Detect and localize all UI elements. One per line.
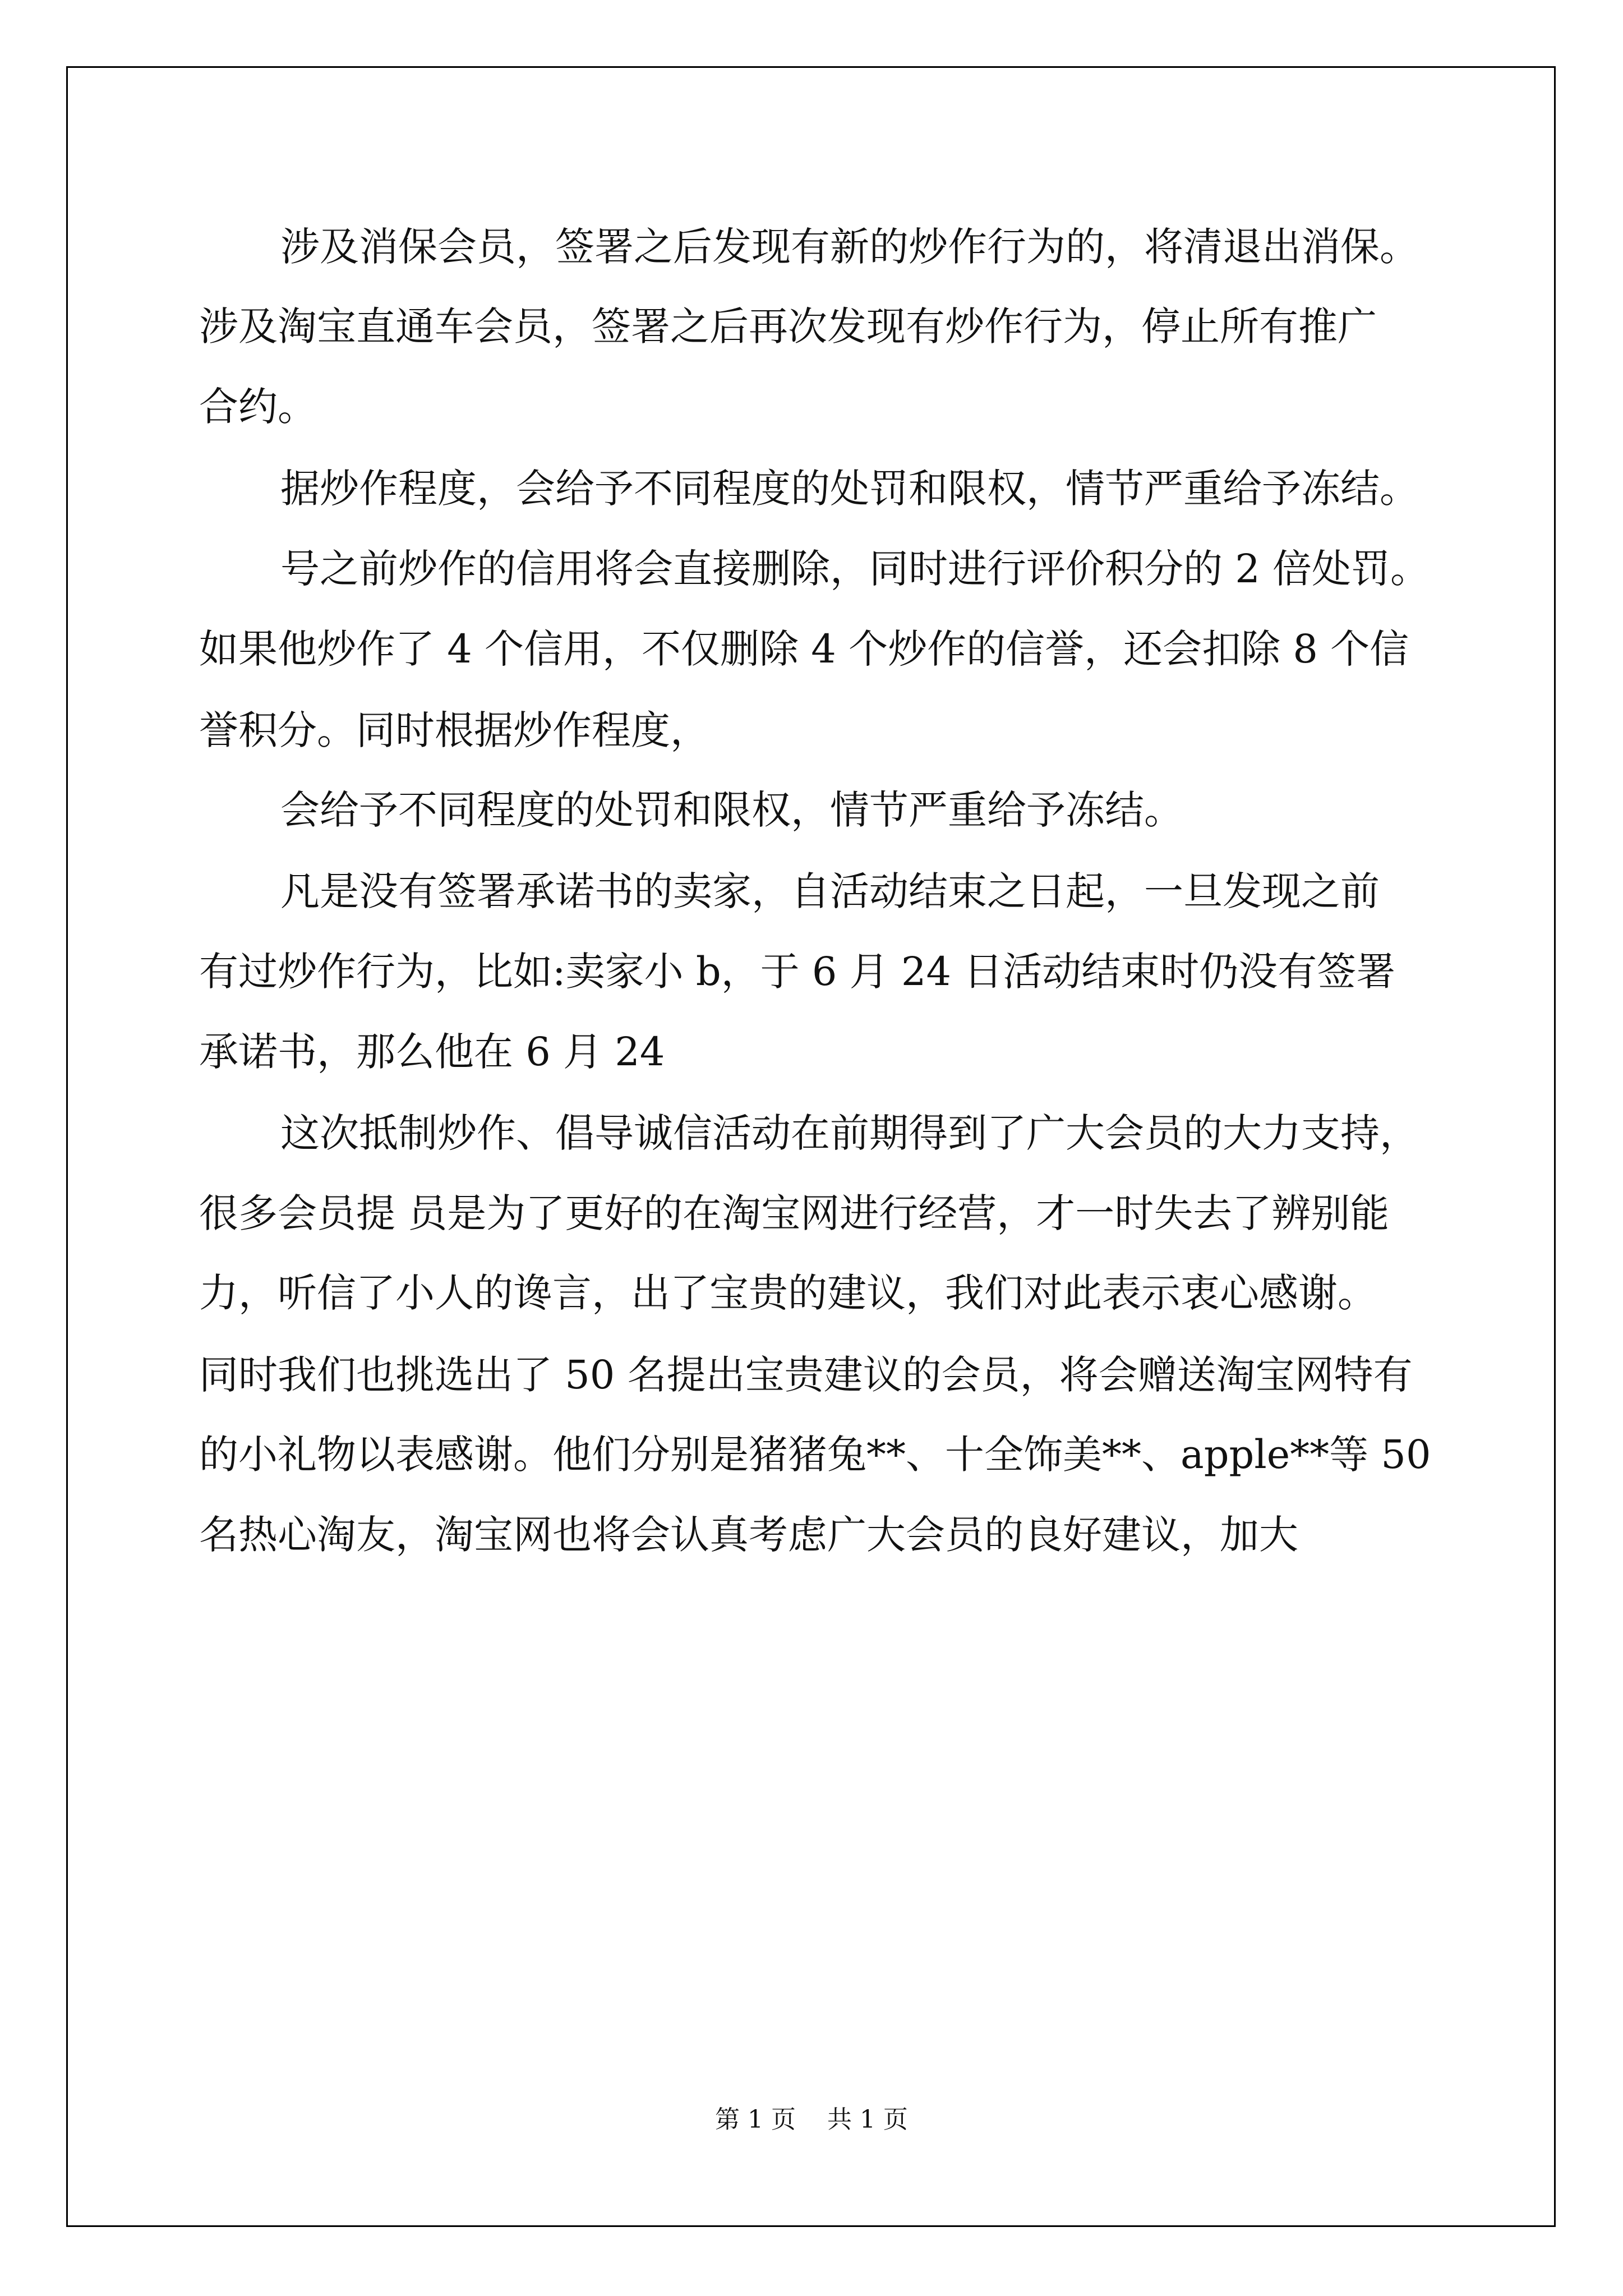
text-line: 如果他炒作了 4 个信用，不仅删除 4 个炒作的信誉，还会扣除 8 个信 [199, 626, 1409, 672]
text-line: 名热心淘友，淘宝网也将会认真考虑广大会员的良好建议，加大 [199, 1512, 1298, 1558]
text-line: 凡是没有签署承诺书的卖家，自活动结束之日起，一旦发现之前 [280, 868, 1380, 914]
text-line: 很多会员提 员是为了更好的在淘宝网进行经营，才一时失去了辨别能 [199, 1190, 1390, 1236]
page-footer: 第 1 页 共 1 页 [715, 2105, 908, 2134]
text-line: 的小礼物以表感谢。他们分别是猪猪兔**、十全饰美**、apple**等 50 [199, 1432, 1431, 1478]
text-line: 力，听信了小人的谗言，出了宝贵的建议，我们对此表示衷心感谢。 [199, 1270, 1377, 1316]
text-line: 有过炒作行为，比如:卖家小 b，于 6 月 24 日活动结束时仍没有签署 [199, 949, 1396, 995]
text-line: 据炒作程度，会给予不同程度的处罚和限权，情节严重给予冻结。 [280, 466, 1419, 512]
text-line: 誉积分。同时根据炒作程度， [199, 707, 709, 753]
text-line: 承诺书，那么他在 6 月 24 [199, 1029, 665, 1075]
text-line: 号之前炒作的信用将会直接删除，同时进行评价积分的 2 倍处罚。 [280, 546, 1430, 592]
text-line: 这次抵制炒作、倡导诚信活动在前期得到了广大会员的大力支持， [280, 1110, 1419, 1156]
text-line: 会给予不同程度的处罚和限权，情节严重给予冻结。 [280, 787, 1183, 833]
text-line: 同时我们也挑选出了 50 名提出宝贵建议的会员，将会赠送淘宝网特有 [199, 1352, 1413, 1398]
text-line: 涉及淘宝直通车会员，签署之后再次发现有炒作行为，停止所有推广 [199, 303, 1377, 349]
text-line: 合约。 [199, 384, 317, 430]
text-line: 涉及消保会员，签署之后发现有新的炒作行为的，将清退出消保。 [280, 224, 1419, 270]
